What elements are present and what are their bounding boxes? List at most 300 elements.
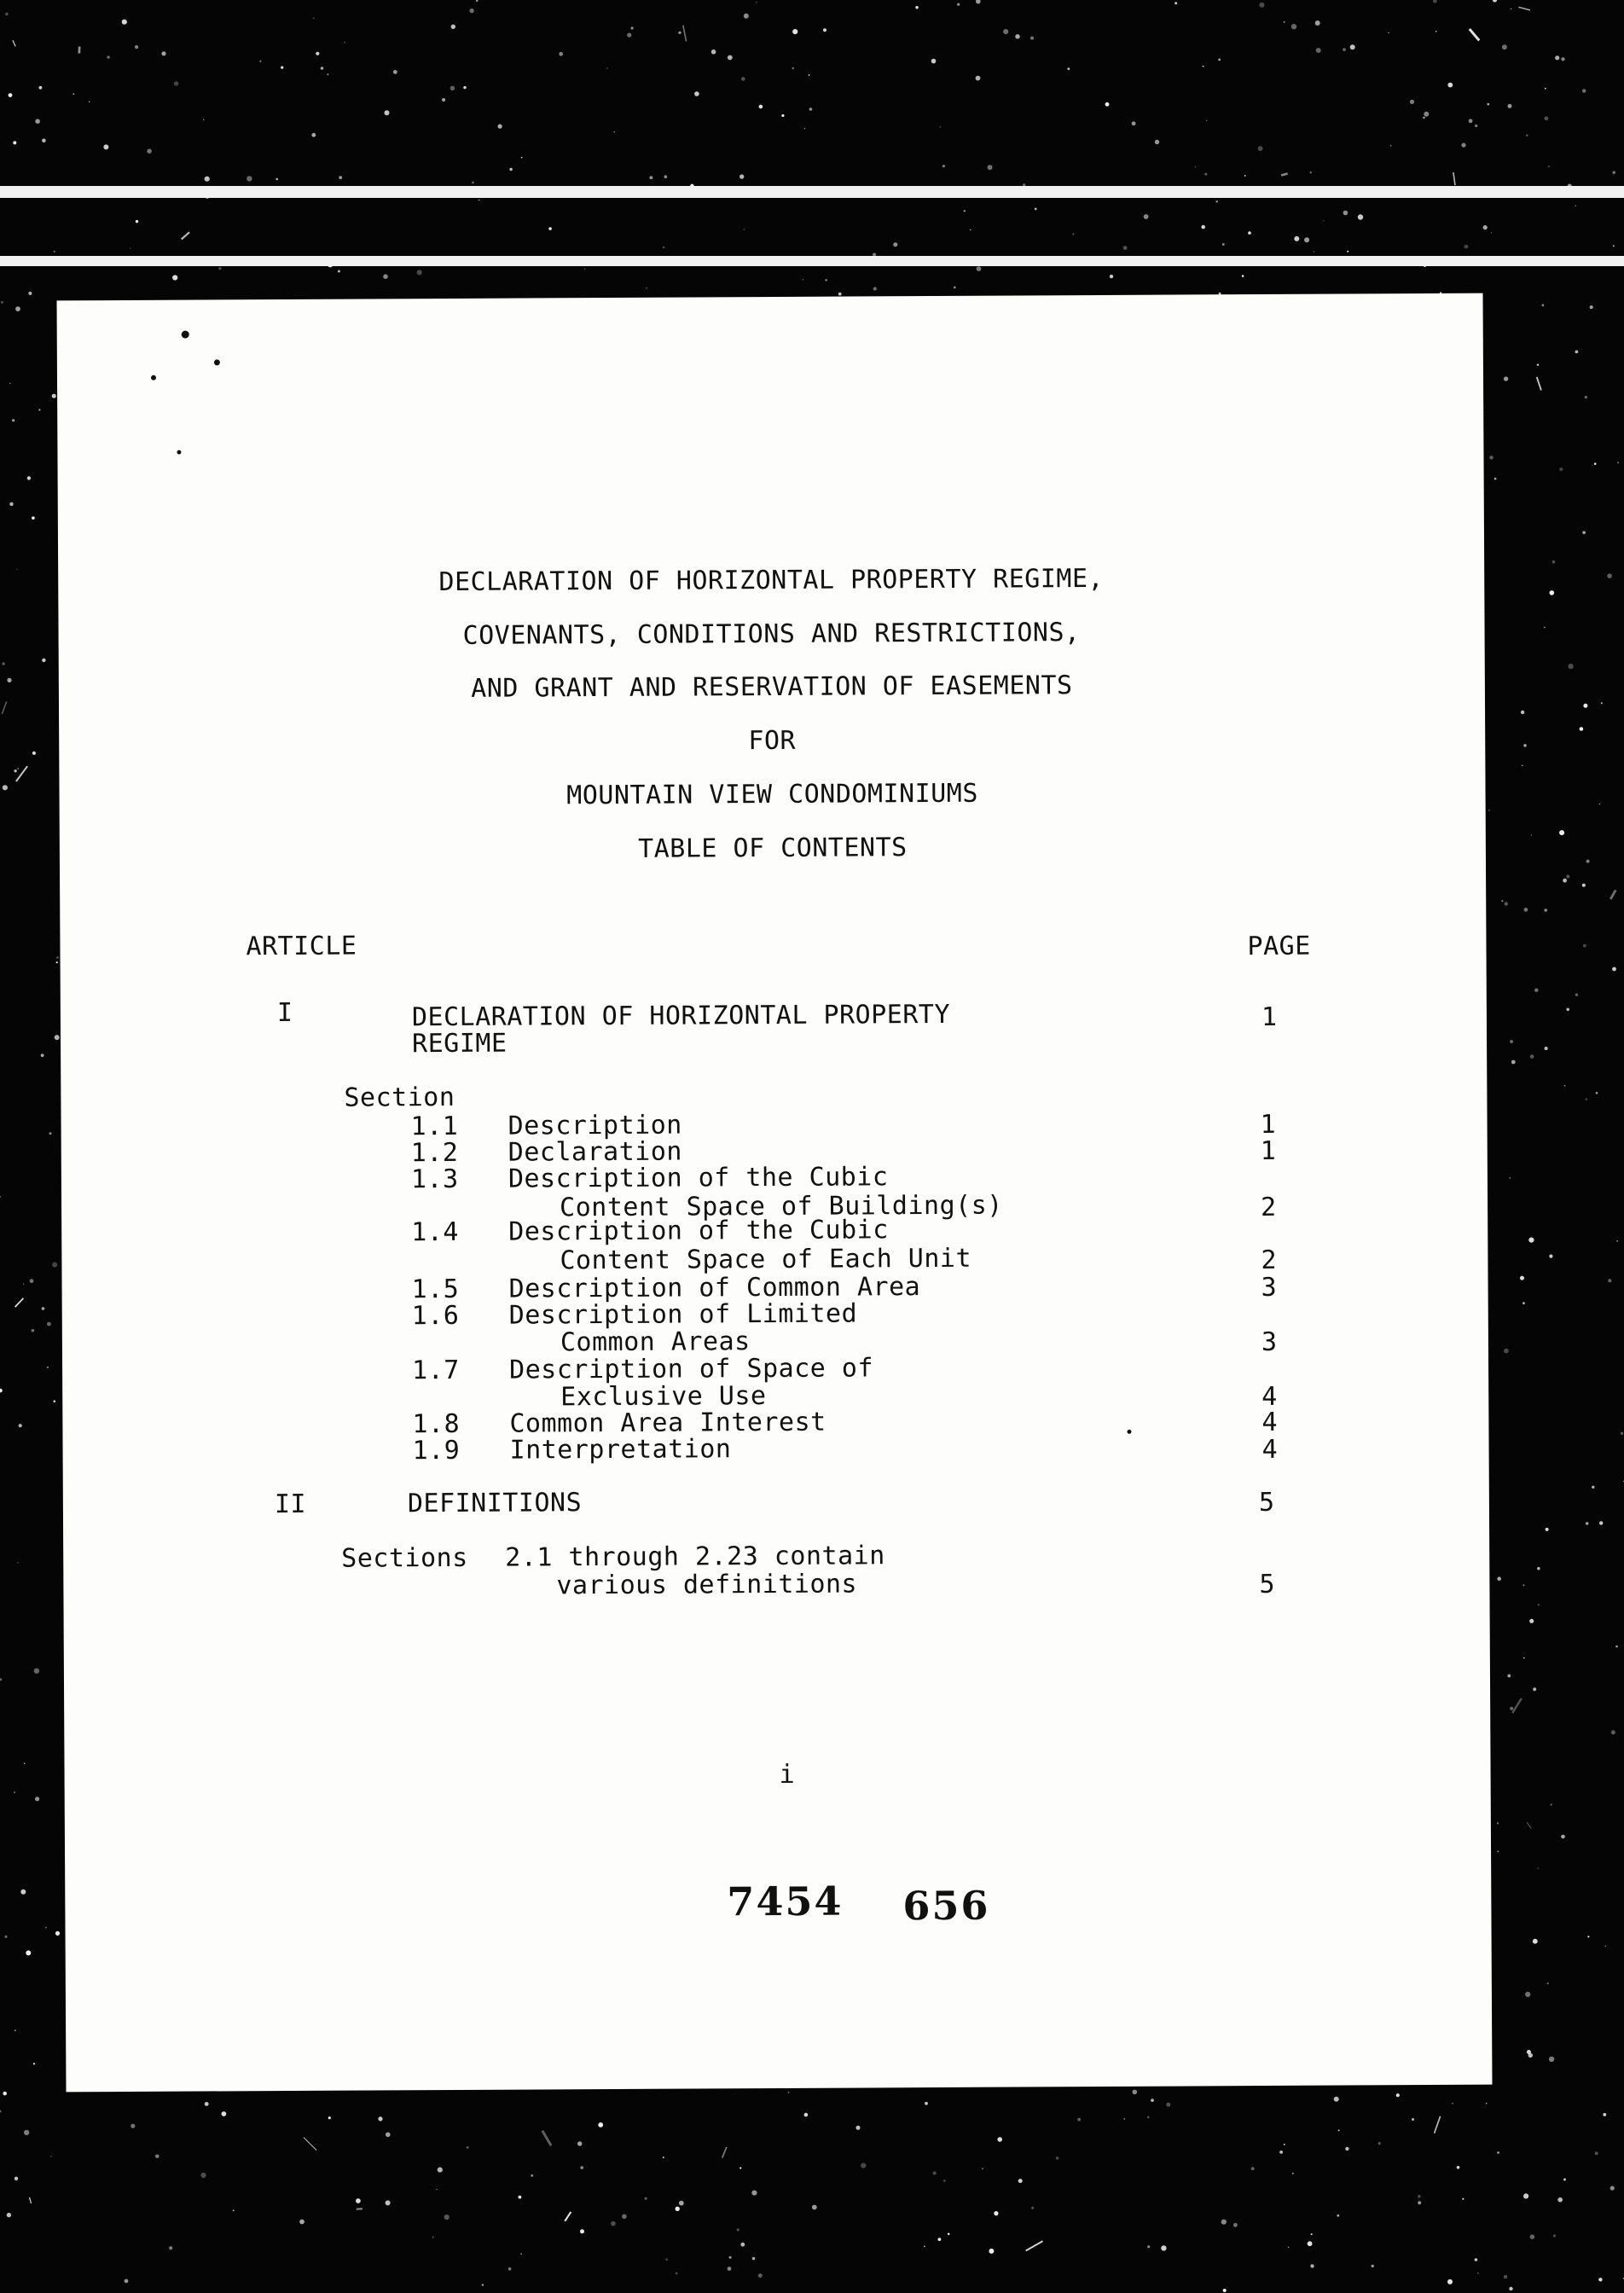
- scan-speck: [16, 569, 18, 571]
- scan-speck: [42, 139, 46, 143]
- scan-speck: [942, 165, 945, 167]
- scan-speck: [463, 86, 466, 89]
- scan-speck: [1524, 908, 1528, 912]
- scan-speck: [14, 769, 16, 772]
- section-number: 1.4: [411, 1216, 460, 1248]
- scan-speck: [1358, 214, 1363, 219]
- scan-speck: [1528, 2053, 1533, 2058]
- scan-speck: [56, 961, 58, 963]
- toc-title: TABLE OF CONTENTS: [638, 833, 908, 864]
- scan-speck: [1222, 243, 1225, 246]
- scan-speck: [804, 128, 805, 129]
- scan-speck: [508, 2267, 512, 2271]
- scan-speck: [1533, 1687, 1536, 1691]
- scan-speck: [627, 33, 631, 38]
- section-title-continued: Common Areas: [560, 1326, 751, 1358]
- scan-speck: [1613, 245, 1615, 247]
- scan-speck: [1531, 834, 1532, 835]
- scan-speck: [646, 287, 647, 289]
- section-title: Description: [508, 1110, 682, 1141]
- scan-speck: [214, 359, 220, 365]
- scan-speck: [1310, 2264, 1314, 2267]
- scan-speck: [1611, 1730, 1615, 1734]
- scan-speck: [1529, 1619, 1534, 1623]
- scan-speck: [47, 1367, 49, 1368]
- scan-speck: [1563, 879, 1567, 883]
- scan-speck: [1497, 1850, 1499, 1852]
- scan-speck: [989, 2249, 994, 2254]
- scan-speck: [1545, 116, 1549, 120]
- scan-speck: [35, 1797, 39, 1801]
- scan-speck: [1534, 989, 1538, 992]
- article-page: 1: [1261, 1001, 1278, 1033]
- scan-speck: [759, 105, 763, 109]
- scan-speck: [792, 29, 798, 34]
- scan-speck: [1350, 44, 1355, 49]
- scan-speck: [469, 9, 473, 13]
- scan-speck: [1218, 59, 1221, 61]
- scan-speck: [1583, 704, 1587, 708]
- scan-speck: [1551, 1803, 1552, 1805]
- scan-speck: [1564, 1085, 1566, 1087]
- scan-speck: [1215, 200, 1218, 203]
- scan-speck: [1568, 664, 1573, 669]
- scan-speck: [1447, 83, 1453, 88]
- scan-speck: [1206, 120, 1207, 121]
- scan-speck: [1489, 456, 1494, 460]
- document-number-right: 656: [902, 1882, 990, 1930]
- scan-speck: [1410, 100, 1414, 104]
- scan-speck: [678, 32, 681, 34]
- section-title: Description of the Cubic: [508, 1215, 889, 1247]
- scan-speck: [982, 2168, 983, 2169]
- scan-speck: [1491, 232, 1493, 234]
- scan-speck: [1475, 2258, 1478, 2261]
- scan-speck: [728, 55, 733, 61]
- scan-speck: [200, 2173, 206, 2178]
- scan-speck: [1144, 214, 1149, 219]
- scan-speck: [233, 2209, 235, 2211]
- scan-speck: [1201, 225, 1205, 229]
- scan-speck: [1396, 2093, 1400, 2097]
- page-number: i: [779, 1759, 796, 1790]
- scan-speck: [1323, 220, 1324, 221]
- scan-speck: [0, 2110, 2, 2113]
- scan-scratch: [13, 40, 15, 46]
- scan-speck: [47, 1322, 51, 1326]
- scan-speck: [758, 2273, 763, 2278]
- scan-speck: [1599, 1521, 1603, 1524]
- scan-speck: [1015, 34, 1019, 38]
- scan-speck: [580, 2229, 584, 2233]
- scan-speck: [482, 2284, 484, 2285]
- scan-speck: [281, 67, 283, 69]
- scan-speck: [1461, 143, 1465, 148]
- scan-speck: [41, 1054, 44, 1057]
- scan-speck: [1605, 1946, 1606, 1947]
- scan-speck: [1528, 1238, 1534, 1243]
- scan-speck: [1621, 1432, 1623, 1435]
- scan-speck: [1338, 2129, 1340, 2131]
- section-number: 1.8: [412, 1408, 461, 1440]
- scan-speck: [1315, 20, 1320, 26]
- scan-speck: [130, 247, 131, 249]
- scan-speck: [1487, 103, 1489, 106]
- section-label: Section: [344, 1082, 455, 1113]
- scan-speck: [89, 102, 90, 103]
- scan-speck: [1258, 146, 1263, 151]
- scan-speck: [1544, 908, 1547, 912]
- scan-speck: [1616, 1240, 1618, 1242]
- scan-speck: [1582, 531, 1586, 534]
- scan-speck: [442, 98, 445, 102]
- scan-speck: [386, 2133, 391, 2138]
- scan-speck: [1018, 2179, 1023, 2183]
- scan-speck: [520, 2253, 522, 2255]
- scan-speck: [1123, 246, 1128, 250]
- scan-speck: [1547, 1982, 1549, 1984]
- scan-speck: [584, 268, 586, 270]
- scan-speck: [1221, 2220, 1227, 2225]
- scan-speck: [1601, 702, 1603, 704]
- scan-speck: [792, 67, 794, 70]
- scan-speck: [649, 176, 652, 179]
- scan-speck: [1509, 2287, 1512, 2290]
- scan-speck: [1390, 145, 1392, 147]
- scan-speck: [1124, 2118, 1125, 2119]
- scan-speck: [741, 77, 745, 81]
- scan-speck: [611, 2221, 616, 2226]
- scan-speck: [1537, 1567, 1540, 1570]
- scan-speck: [1580, 727, 1584, 731]
- scan-speck: [1311, 2233, 1313, 2235]
- scan-speck: [1596, 1092, 1598, 1094]
- scan-speck: [580, 2166, 583, 2169]
- article-numeral: II: [274, 1489, 307, 1520]
- scan-speck: [7, 2213, 11, 2217]
- scan-speck: [125, 2279, 129, 2284]
- scan-speck: [1523, 744, 1527, 747]
- scan-speck: [1072, 234, 1074, 235]
- scan-speck: [970, 229, 971, 230]
- scan-speck: [23, 1284, 24, 1285]
- scan-speck: [1552, 560, 1556, 564]
- scan-speck: [1549, 2057, 1554, 2062]
- scan-speck: [1545, 1047, 1548, 1050]
- section-title-continued: Exclusive Use: [560, 1381, 767, 1413]
- scan-scratch: [722, 2147, 727, 2158]
- scan-speck: [14, 2177, 18, 2180]
- scan-speck: [1105, 102, 1110, 107]
- scan-speck: [356, 2198, 361, 2203]
- scan-speck: [1147, 2116, 1150, 2119]
- scan-speck: [521, 157, 523, 159]
- scan-speck: [711, 49, 716, 55]
- sections-page: 5: [1259, 1569, 1276, 1600]
- scan-speck: [1493, 0, 1497, 3]
- scan-speck: [1418, 2201, 1421, 2204]
- scan-speck: [385, 110, 390, 115]
- scan-speck: [645, 2197, 647, 2200]
- scan-speck: [177, 450, 181, 455]
- scan-speck: [169, 2246, 172, 2249]
- scan-speck: [1316, 48, 1321, 53]
- scan-speck: [383, 274, 388, 279]
- section-page: 4: [1262, 1407, 1279, 1438]
- article-title: DECLARATION OF HORIZONTAL PROPERTY: [411, 999, 951, 1033]
- scan-speck: [1372, 2265, 1374, 2267]
- scan-speck: [34, 1669, 39, 1674]
- scan-speck: [1615, 1646, 1618, 1648]
- scan-speck: [1559, 830, 1564, 835]
- scan-speck: [781, 114, 784, 117]
- scan-speck: [432, 2236, 434, 2238]
- scan-speck: [519, 2196, 522, 2199]
- scan-speck: [1132, 121, 1136, 125]
- scan-speck: [976, 76, 981, 81]
- scan-speck: [1030, 37, 1034, 40]
- scan-speck: [1244, 175, 1246, 177]
- scan-speck: [1166, 2103, 1170, 2107]
- scan-speck: [49, 1132, 52, 1135]
- scan-speck: [50, 2156, 52, 2157]
- scan-speck: [1585, 396, 1587, 398]
- section-number: 1.2: [410, 1137, 459, 1169]
- scan-speck: [1155, 140, 1159, 144]
- scan-speck: [1347, 251, 1348, 253]
- scan-speck: [933, 2171, 937, 2174]
- scan-speck: [964, 210, 966, 212]
- scan-speck: [1526, 135, 1528, 136]
- scan-speck: [155, 2155, 159, 2158]
- scan-speck: [4, 1936, 7, 1938]
- scan-speck: [988, 165, 993, 170]
- scan-speck: [1592, 1486, 1594, 1489]
- scan-speck: [1550, 590, 1555, 595]
- section-title-continued: Content Space of Building(s): [559, 1190, 1003, 1223]
- scan-speck: [812, 2205, 817, 2210]
- article-page: 5: [1258, 1487, 1275, 1518]
- scan-speck: [1248, 231, 1251, 235]
- scan-speck: [344, 42, 345, 44]
- scan-speck: [1464, 245, 1469, 249]
- scan-speck: [1447, 2279, 1453, 2284]
- header-line-3: AND GRANT AND RESERVATION OF EASEMENTS: [471, 670, 1073, 704]
- scan-speck: [1559, 467, 1563, 471]
- scan-speck: [1304, 237, 1309, 242]
- scan-speck: [417, 270, 422, 275]
- scan-speck: [694, 91, 699, 96]
- scan-speck: [931, 59, 937, 64]
- scan-scratch: [1281, 174, 1288, 176]
- scan-speck: [1203, 66, 1204, 67]
- scan-speck: [30, 1279, 34, 1283]
- scan-speck: [203, 119, 204, 120]
- scan-scratch: [182, 232, 189, 239]
- scan-speck: [1509, 1177, 1511, 1179]
- scan-speck: [339, 176, 342, 179]
- scan-speck: [1504, 2275, 1507, 2278]
- scan-speck: [1510, 1040, 1513, 1043]
- scan-speck: [1586, 1098, 1587, 1100]
- scan-speck: [182, 331, 189, 339]
- scan-speck: [52, 394, 56, 398]
- scan-speck: [1452, 2103, 1453, 2104]
- scan-speck: [1522, 1302, 1525, 1304]
- scan-speck: [679, 2201, 684, 2206]
- scan-scratch: [1453, 172, 1455, 185]
- scan-speck: [1294, 236, 1299, 241]
- scan-speck: [756, 2, 757, 3]
- section-page: 3: [1261, 1272, 1278, 1303]
- section-page: 3: [1261, 1326, 1278, 1358]
- scan-speck: [32, 752, 36, 755]
- article-column-header: ARTICLE: [246, 931, 357, 962]
- scan-speck: [1594, 462, 1597, 465]
- scan-scratch: [1610, 890, 1615, 899]
- scan-speck: [1523, 1657, 1525, 1659]
- page-column-header: PAGE: [1247, 931, 1311, 962]
- scan-speck: [728, 2267, 732, 2271]
- scan-speck: [32, 516, 35, 520]
- scan-speck: [1566, 1008, 1569, 1012]
- section-title: Common Area Interest: [509, 1407, 826, 1439]
- scan-speck: [1343, 48, 1346, 51]
- scan-speck: [997, 2137, 1002, 2142]
- sections-description-continued: various definitions: [556, 1569, 858, 1601]
- scan-speck: [1288, 2247, 1290, 2249]
- scan-speck: [1582, 884, 1586, 887]
- scan-speck: [676, 2273, 678, 2275]
- scan-speck: [467, 2146, 469, 2149]
- scan-speck: [135, 45, 138, 49]
- section-page: 2: [1261, 1245, 1278, 1276]
- scan-speck: [1151, 2099, 1154, 2102]
- section-page: 4: [1262, 1381, 1278, 1413]
- scan-light-strip: [0, 186, 1624, 198]
- scan-speck: [740, 2167, 741, 2168]
- scan-speck: [1334, 2097, 1339, 2102]
- scan-speck: [1530, 2234, 1535, 2239]
- scan-speck: [752, 2257, 756, 2261]
- scan-speck: [1612, 967, 1616, 972]
- scan-speck: [14, 2029, 16, 2031]
- scan-speck: [32, 1329, 35, 1332]
- scan-speck: [788, 2092, 790, 2093]
- scan-speck: [172, 275, 177, 280]
- scan-scratch: [542, 2131, 551, 2146]
- scan-speck: [205, 2102, 209, 2106]
- scan-speck: [311, 133, 316, 137]
- section-title: Interpretation: [509, 1434, 732, 1466]
- scan-speck: [1279, 2151, 1283, 2154]
- scan-speck: [1110, 275, 1113, 278]
- document-number-left: 7454: [727, 1878, 844, 1925]
- scan-speck: [1284, 2144, 1285, 2145]
- scan-speck: [24, 1762, 26, 1764]
- scan-speck: [54, 251, 55, 253]
- scan-speck: [1343, 211, 1348, 216]
- scan-speck: [5, 13, 8, 15]
- scan-speck: [1497, 1576, 1501, 1581]
- scan-speck: [1056, 2157, 1059, 2160]
- scan-speck: [740, 2243, 745, 2247]
- scan-speck: [976, 0, 981, 3]
- scan-speck: [1462, 2198, 1464, 2200]
- scan-speck: [378, 2116, 382, 2121]
- scan-speck: [1538, 1604, 1540, 1605]
- scan-speck: [472, 182, 474, 184]
- scan-speck: [1520, 1276, 1524, 1280]
- scan-speck: [1538, 1867, 1539, 1868]
- scan-speck: [1433, 0, 1437, 3]
- scan-speck: [1610, 2186, 1615, 2191]
- scan-speck: [676, 2207, 680, 2211]
- article-title: DEFINITIONS: [407, 1488, 583, 1519]
- scan-speck: [1521, 711, 1524, 714]
- scan-speck: [12, 419, 14, 421]
- scan-speck: [328, 2116, 331, 2119]
- scan-speck: [1067, 67, 1070, 70]
- scan-scratch: [30, 2197, 32, 2203]
- scan-speck: [1337, 2215, 1339, 2217]
- scan-speck: [939, 126, 941, 128]
- scan-speck: [665, 2258, 668, 2261]
- scan-speck: [1497, 1822, 1499, 1824]
- section-page: 4: [1262, 1434, 1279, 1466]
- scan-speck: [1595, 2151, 1598, 2155]
- section-number: 1.3: [410, 1164, 459, 1195]
- scan-speck: [17, 768, 19, 769]
- scan-speck: [151, 375, 156, 380]
- scan-speck: [1557, 2197, 1563, 2203]
- scan-speck: [338, 270, 340, 273]
- scan-speck: [1553, 2235, 1556, 2238]
- scan-speck: [1549, 1255, 1552, 1258]
- scan-speck: [1242, 275, 1244, 277]
- scan-speck: [1284, 21, 1285, 23]
- header-line-2: COVENANTS, CONDITIONS AND RESTRICTIONS,: [462, 618, 1081, 651]
- scan-speck: [1424, 112, 1429, 117]
- scan-speck: [1582, 89, 1586, 93]
- scan-speck: [823, 28, 826, 32]
- scan-speck: [42, 1307, 45, 1310]
- scan-speck: [1603, 2113, 1606, 2116]
- scan-speck: [1504, 1349, 1509, 1354]
- scan-speck: [478, 200, 480, 201]
- scan-speck: [498, 125, 502, 129]
- section-page: 1: [1260, 1135, 1277, 1167]
- scan-speck: [218, 267, 221, 270]
- scan-speck: [1505, 902, 1508, 905]
- scan-speck: [1436, 31, 1437, 32]
- scan-speck: [246, 176, 252, 181]
- sections-label: Sections: [341, 1542, 468, 1574]
- scan-speck: [136, 220, 138, 223]
- scan-speck: [9, 502, 13, 506]
- scan-speck: [1291, 24, 1296, 29]
- scan-speck: [55, 1035, 60, 1040]
- scan-speck: [751, 2191, 757, 2196]
- scan-speck: [107, 55, 109, 58]
- scan-speck: [438, 2168, 443, 2173]
- scan-speck: [938, 2238, 942, 2241]
- scan-speck: [451, 25, 455, 29]
- scan-speck: [598, 2122, 603, 2128]
- scan-speck: [531, 2174, 533, 2177]
- scan-speck: [1497, 2151, 1499, 2154]
- scan-speck: [1133, 2090, 1138, 2095]
